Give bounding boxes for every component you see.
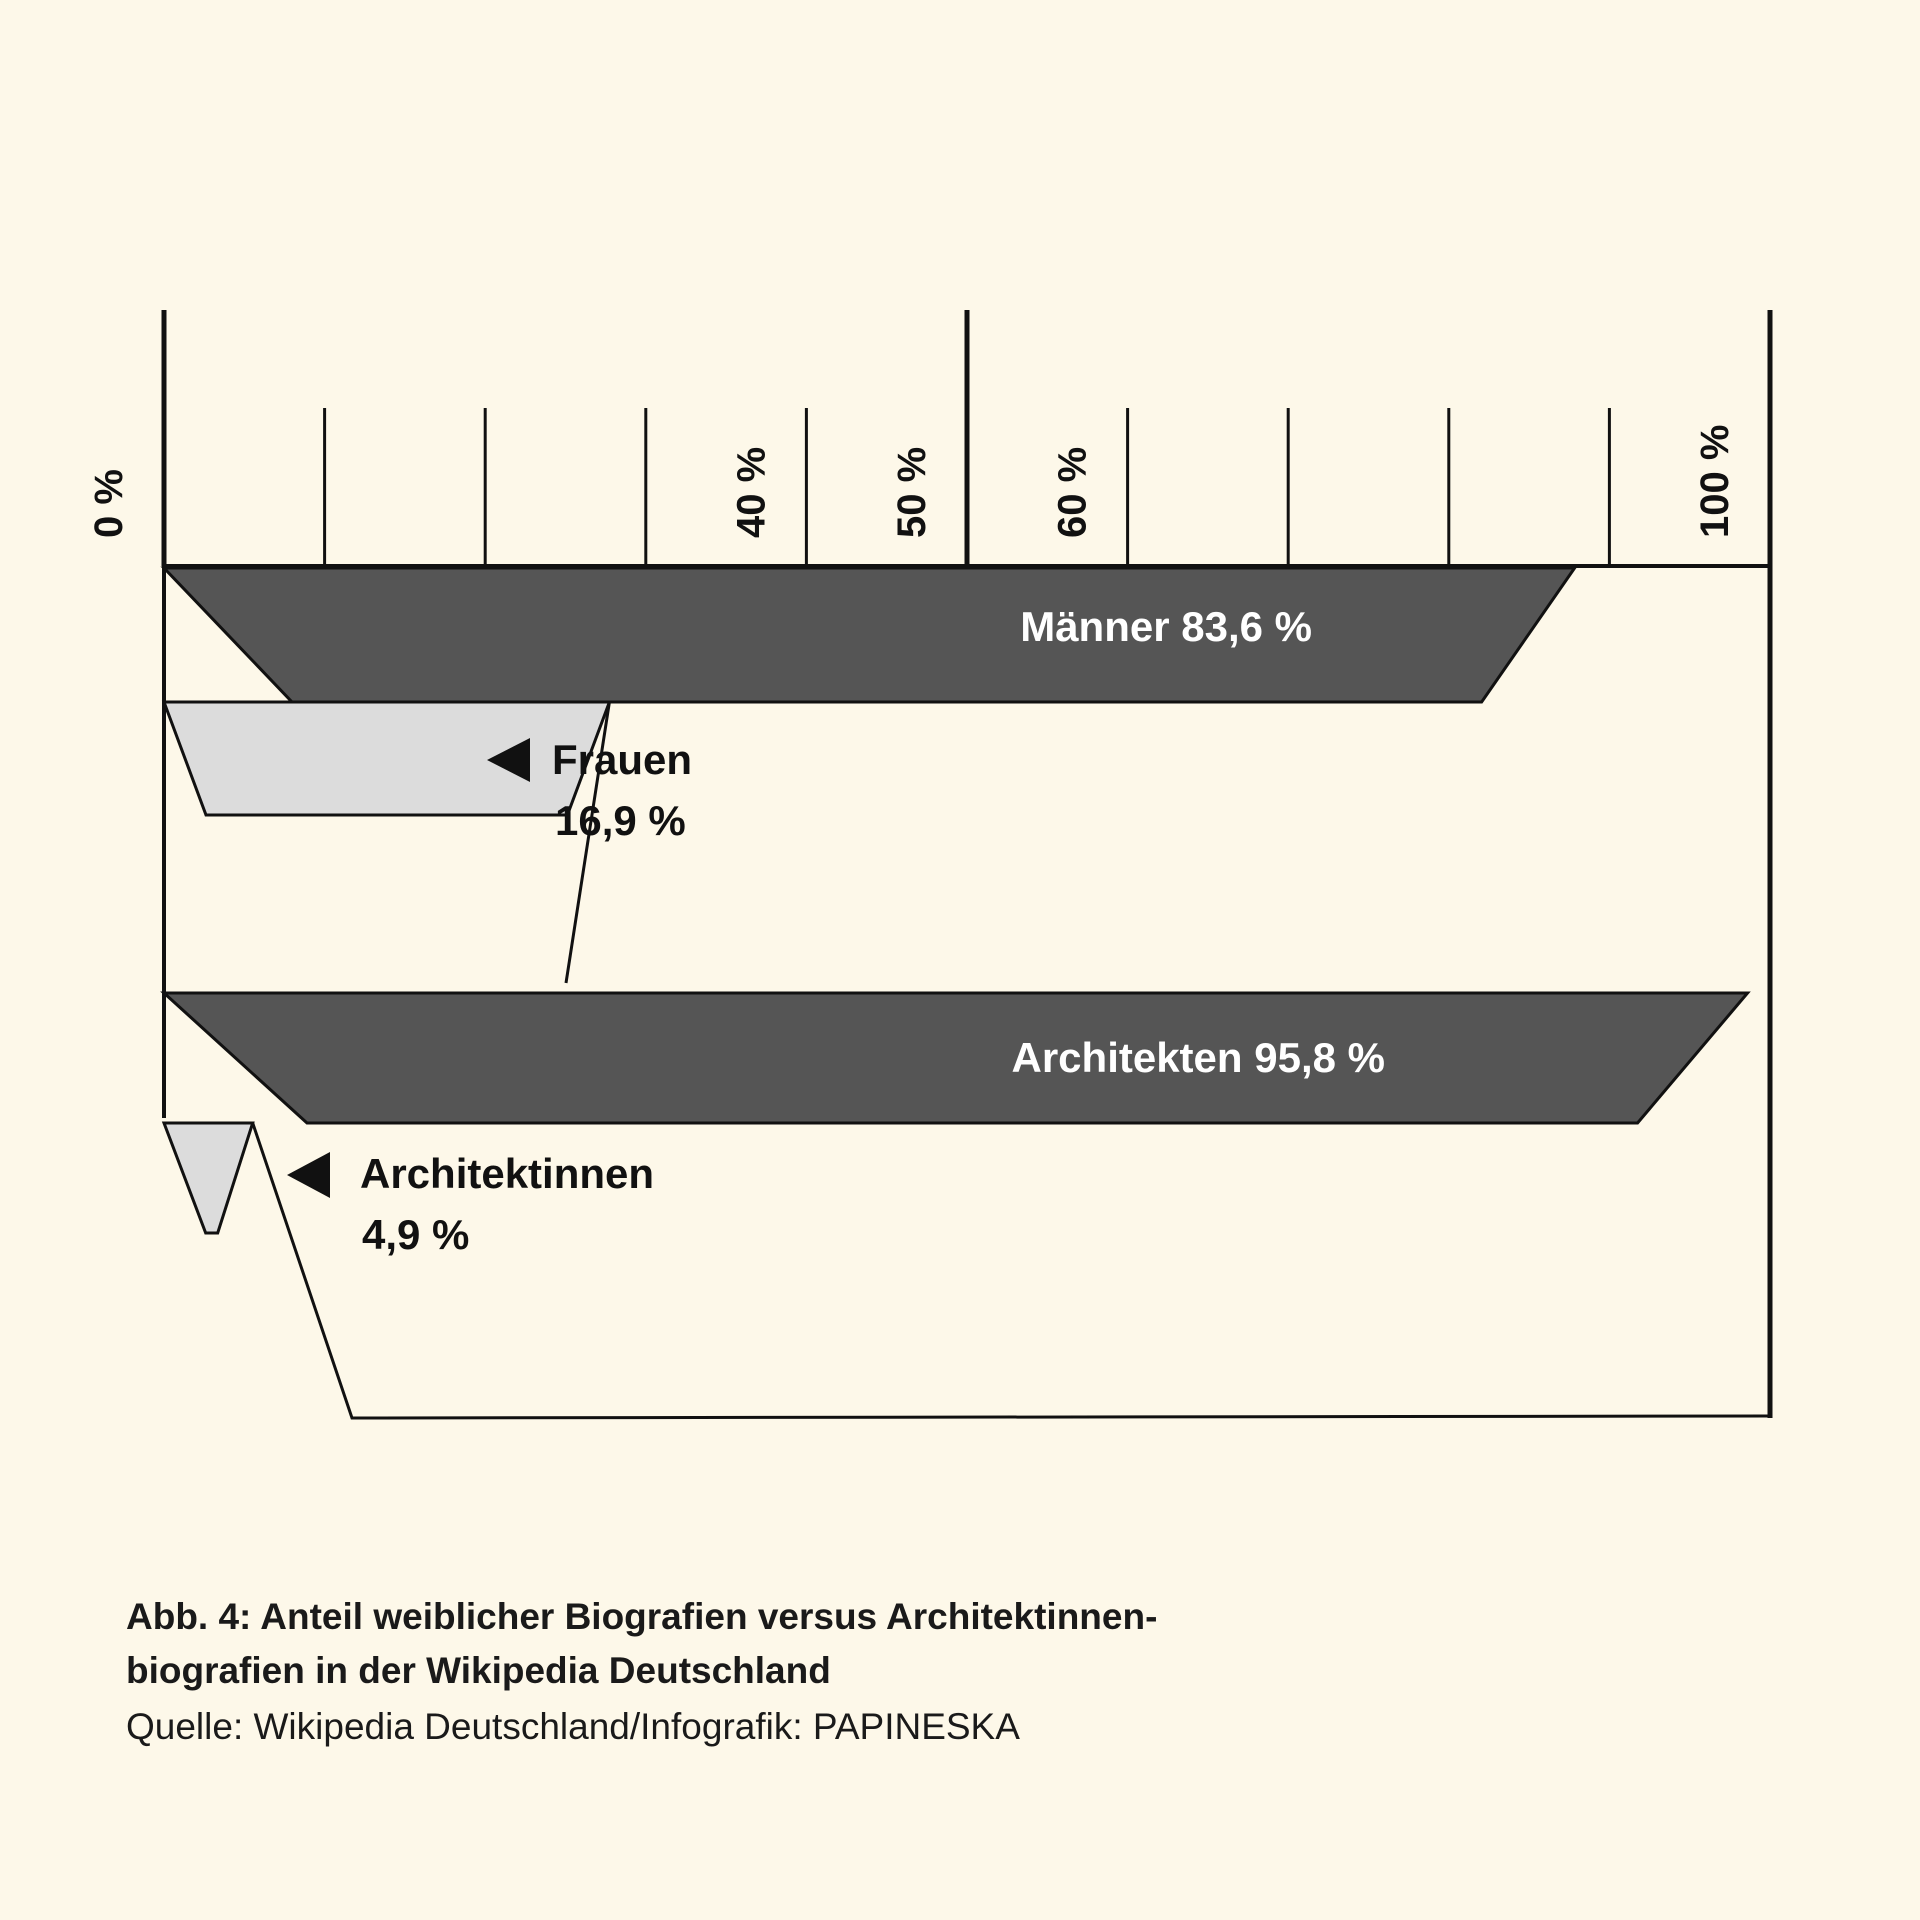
bar-maenner: [164, 568, 1575, 702]
tick-label-40: 40 %: [729, 446, 774, 538]
bar-label-architekten: Architekten 95,8 %: [1011, 1034, 1385, 1081]
tick-label-50: 50 %: [890, 446, 934, 538]
label-architektinnen: Architektinnen: [360, 1150, 655, 1197]
tick-label-0: 0 %: [87, 469, 131, 538]
value-frauen: 16,9 %: [555, 797, 686, 844]
tick-label-100: 100 %: [1693, 424, 1737, 538]
bar-label-maenner: Männer 83,6 %: [1020, 603, 1312, 650]
bar-architektinnen: [164, 1123, 253, 1233]
caption-title-line-2: biografien in der Wikipedia Deutschland: [126, 1650, 831, 1691]
bar-frauen: [164, 702, 609, 815]
pointer-arrow-architektinnen: [287, 1152, 330, 1198]
caption-source: Quelle: Wikipedia Deutschland/Infografik: PAPINESKA: [126, 1706, 1020, 1747]
caption-title-line-1: Abb. 4: Anteil weiblicher Biografien versus Architektinnen-: [126, 1596, 1158, 1637]
label-frauen: Frauen: [552, 736, 693, 783]
value-architektinnen: 4,9 %: [362, 1211, 470, 1258]
bar-architekten: [164, 993, 1748, 1123]
tick-label-60: 60 %: [1050, 446, 1095, 538]
figure-caption: [126, 1590, 1626, 1754]
